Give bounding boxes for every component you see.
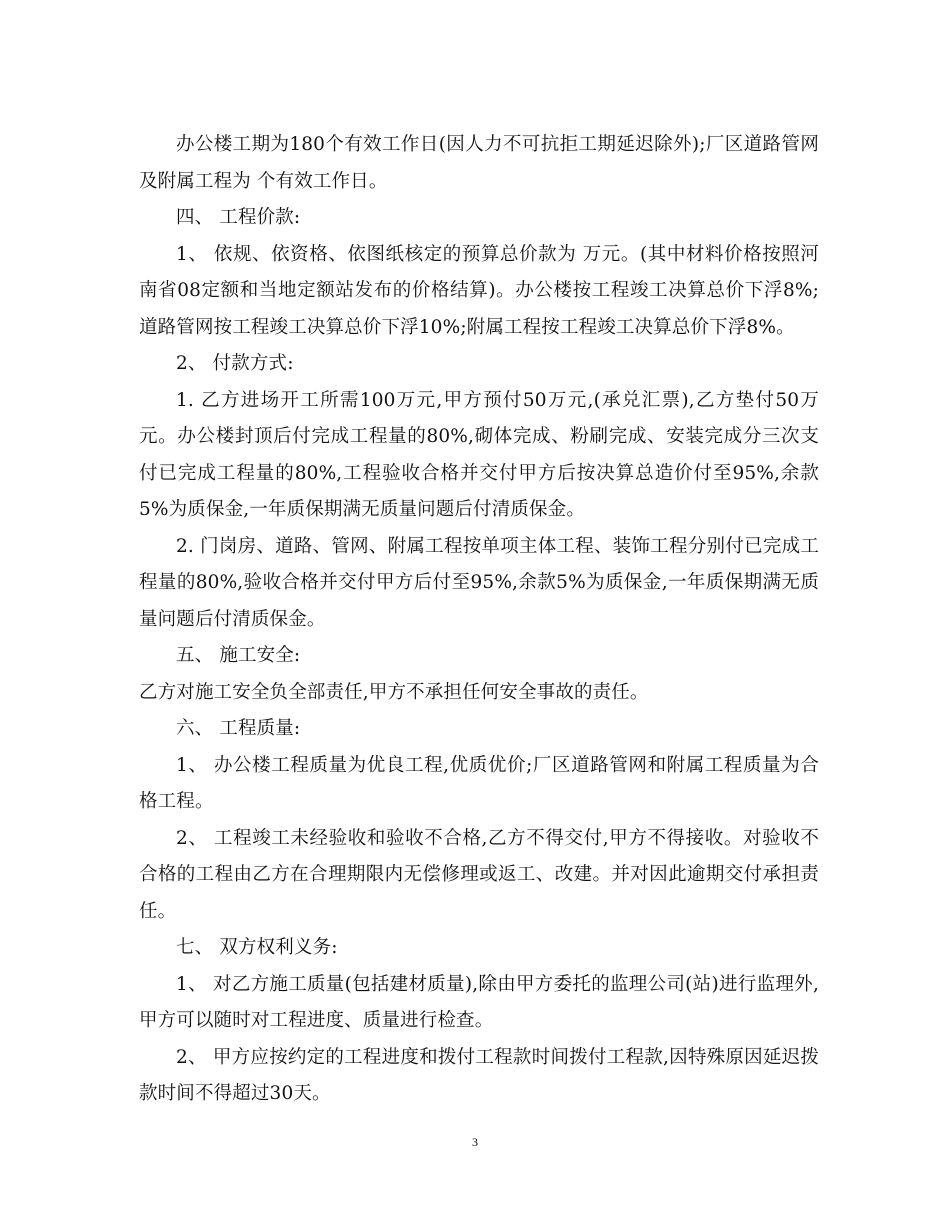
paragraph-payment-item-1: 1. 乙方进场开工所需100万元,甲方预付50万元,(承兑汇票),乙方垫付50万元。办公楼封顶后付完成工程量的80%,砌体完成、粉刷完成、安装完成分三次支付已完成工程量的80%,工程验收合格并交付甲方后按决算总造价付至95%,余款5%为质保金,一年质保期满无质量问题后付清质保金。 [139, 389, 819, 520]
subheading-payment-method: 2、 付款方式: [176, 353, 294, 374]
page-number: 3 [472, 1135, 478, 1149]
paragraph-safety-responsibility: 乙方对施工安全负全部责任,甲方不承担任何安全事故的责任。 [139, 681, 649, 703]
paragraph-payment-item-2: 2. 门岗房、道路、管网、附属工程按单项主体工程、装饰工程分别付已完成工程量的80%,验收合格并交付甲方后付至95%,余款5%为质保金,一年质保期满无质量问题后付清质保金。 [139, 535, 819, 630]
section-heading-rights-obligations: 七、 双方权利义务: [176, 937, 338, 958]
section-heading-project-quality: 六、 工程质量: [176, 718, 301, 739]
section-heading-construction-safety: 五、 施工安全: [176, 645, 301, 666]
document-body [139, 127, 819, 1113]
paragraph-quality-item-1: 1、 办公楼工程质量为优良工程,优质优价;厂区道路管网和附属工程质量为合格工程。 [139, 754, 819, 812]
paragraph-quality-item-2: 2、 工程竣工未经验收和验收不合格,乙方不得交付,甲方不得接收。对验收不合格的工程由乙方在合理期限内无偿修理或返工、改建。并对因此逾期交付承担责任。 [139, 827, 819, 922]
paragraph-rights-item-2: 2、 甲方应按约定的工程进度和拨付工程款时间拨付工程款,因特殊原因延迟拨款时间不得超过30天。 [139, 1046, 819, 1104]
paragraph-construction-period: 办公楼工期为180个有效工作日(因人力不可抗拒工期延迟除外);厂区道路管网及附属工程为 个有效工作日。 [139, 134, 819, 192]
section-heading-project-price: 四、 工程价款: [176, 207, 301, 228]
paragraph-rights-item-1: 1、 对乙方施工质量(包括建材质量),除由甲方委托的监理公司(站)进行监理外,甲方可以随时对工程进度、质量进行检查。 [139, 973, 819, 1031]
paragraph-budget-price: 1、 依规、依资格、依图纸核定的预算总价款为 万元。(其中材料价格按照河南省08定额和当地定额站发布的价格结算)。办公楼按工程竣工决算总价下浮8%;道路管网按工程竣工决算总价下浮10%;附属工程按工程竣工决算总价下浮8%。 [139, 243, 819, 338]
